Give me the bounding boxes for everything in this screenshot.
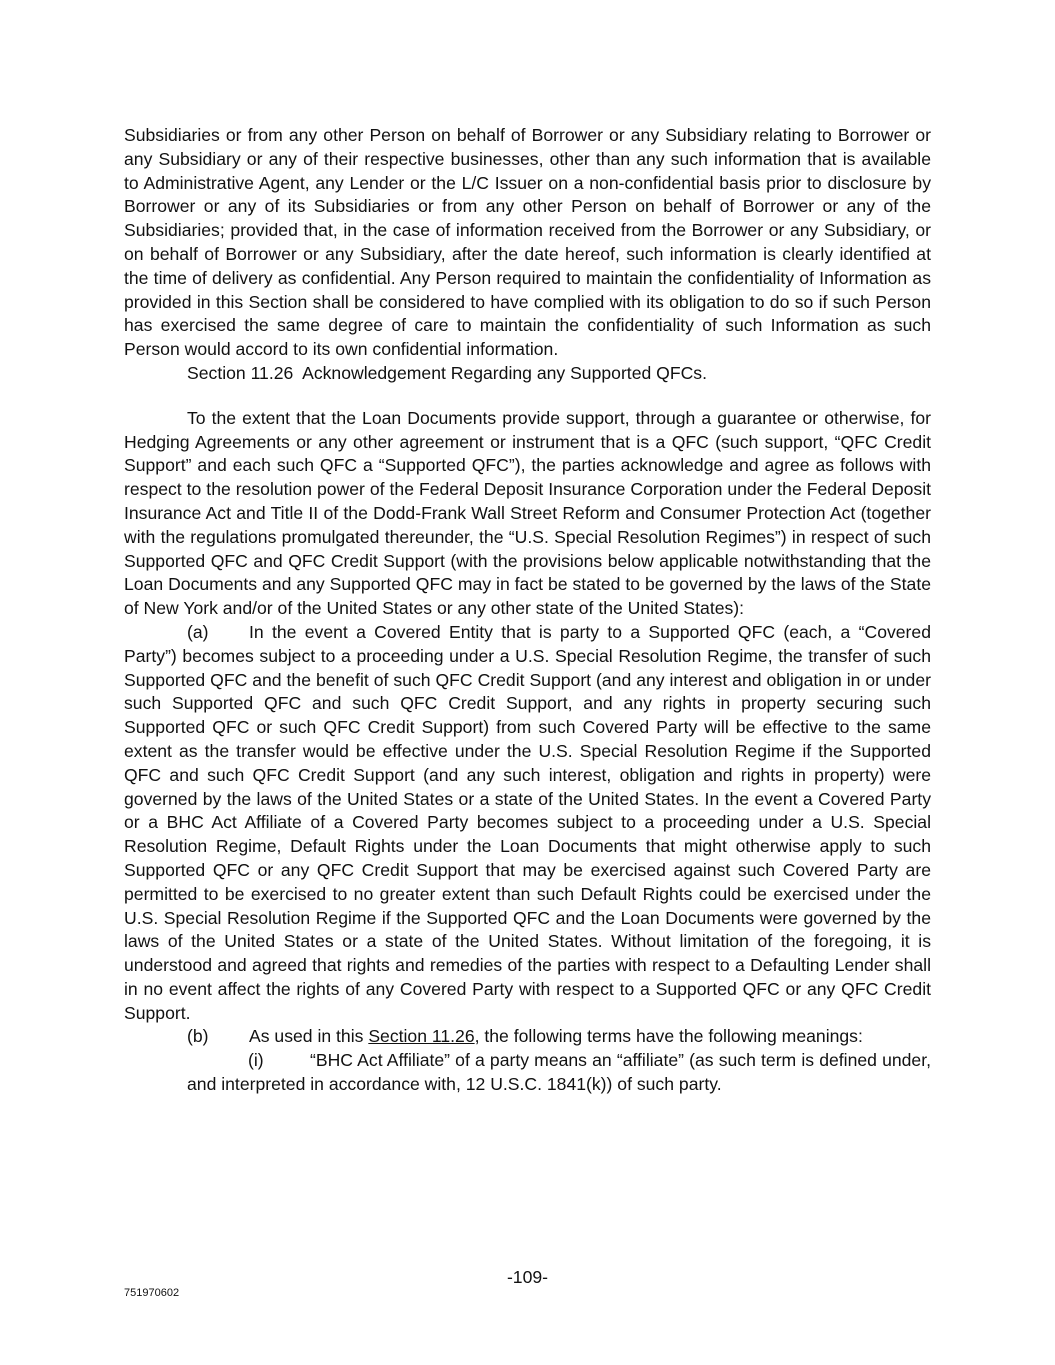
item-a [124,621,931,1026]
paragraph-confidentiality: Subsidiaries or from any other Person on behalf of Borrower or any Subsidiary relating to Borrower or any Subsidiary or any of their respective businesses, other than any such information that is available to Administrative Agent, any Lender or the L/C Issuer on a non-confidential basis prior to disclosure by Borrower or any of its Subsidiaries or from any other Person on behalf of Borrower or any of the Subsidiaries; provided that, in the case of information received from the Borrower or any Subsidiary, or on behalf of Borrower or any Subsidiary, after the date hereof, such information is clearly identified at the time of delivery as confidential. Any Person required to maintain the confidentiality of Information as provided in this Section shall be considered to have complied with its obligation to do so if such Person has exercised the same degree of care to maintain the confidentiality of such Information as such Person would accord to its own confidential information. [124,125,931,360]
item-b-text-before: As used in this [249,1026,369,1047]
section-heading: Section 11.26 Acknowledgement Regarding any Supported QFCs. [187,362,707,383]
item-a-label: (a) [187,621,209,642]
item-b-label: (b) [187,1026,209,1047]
item-i-text: “BHC Act Affiliate” of a party means an “affiliate” (as such term is defined under, and interpreted in accordance with, 12 U.S.C. 1841(k)) of such party. [187,1050,931,1095]
item-i-label: (i) [248,1050,264,1071]
document-page [124,124,931,1097]
section-reference-link: Section 11.26 [368,1026,475,1047]
document-id: 751970602 [124,1287,180,1299]
item-a-text: In the event a Covered Entity that is party to a Supported QFC (each, a “Covered Party”) becomes subject to a proceeding under a U.S. Special Resolution Regime, the transfer of such Supported QFC and the benefit of such QFC Credit Support (and any interest and obligation in or under such Supported QFC and such QFC Credit Support, and any rights in property securing such Supported QFC or such QFC Credit Support) from such Covered Party will be effective to the same extent as the transfer would be effective under the U.S. Special Resolution Regime if the Supported QFC and such QFC Credit Support (and any such interest, obligation and rights in property) were governed by the laws of the United States or a state of the United States. In the event a Covered Party or a BHC Act Affiliate of a Covered Party becomes subject to a proceeding under a U.S. Special Resolution Regime, Default Rights under the Loan Documents that might otherwise apply to such Supported QFC or any QFC Credit Support that may be exercised against such Covered Party are permitted to be exercised to no greater extent than such Default Rights could be exercised under the U.S. Special Resolution Regime if the Supported QFC and the Loan Documents were governed by the laws of the United States or a state of the United States. Without limitation of the foregoing, it is understood and agreed that rights and remedies of the parties with respect to a Defaulting Lender shall in no event affect the rights of any Covered Party with respect to a Supported QFC or any QFC Credit Support. [124,621,931,1023]
item-b-text-after: , the following terms have the following meanings: [474,1026,863,1047]
page-number: -109- [506,1267,549,1287]
item-b [124,1025,931,1049]
item-i [124,1049,931,1097]
paragraph-qfc-intro: To the extent that the Loan Documents provide support, through a guarantee or otherwise, for Hedging Agreements or any other agreement or instrument that is a QFC (such support, “QFC Credit Support” and each such QFC a “Supported QFC”), the parties acknowledge and agree as follows with respect to the resolution power of the Federal Deposit Insurance Corporation under the Federal Deposit Insurance Act and Title II of the Dodd-Frank Wall Street Reform and Consumer Protection Act (together with the regulations promulgated thereunder, the “U.S. Special Resolution Regimes”) in respect of such Supported QFC and QFC Credit Support (with the provisions below applicable notwithstanding that the Loan Documents and any Supported QFC may in fact be stated to be governed by the laws of the State of New York and/or of the United States or any other state of the United States): [124,407,931,619]
